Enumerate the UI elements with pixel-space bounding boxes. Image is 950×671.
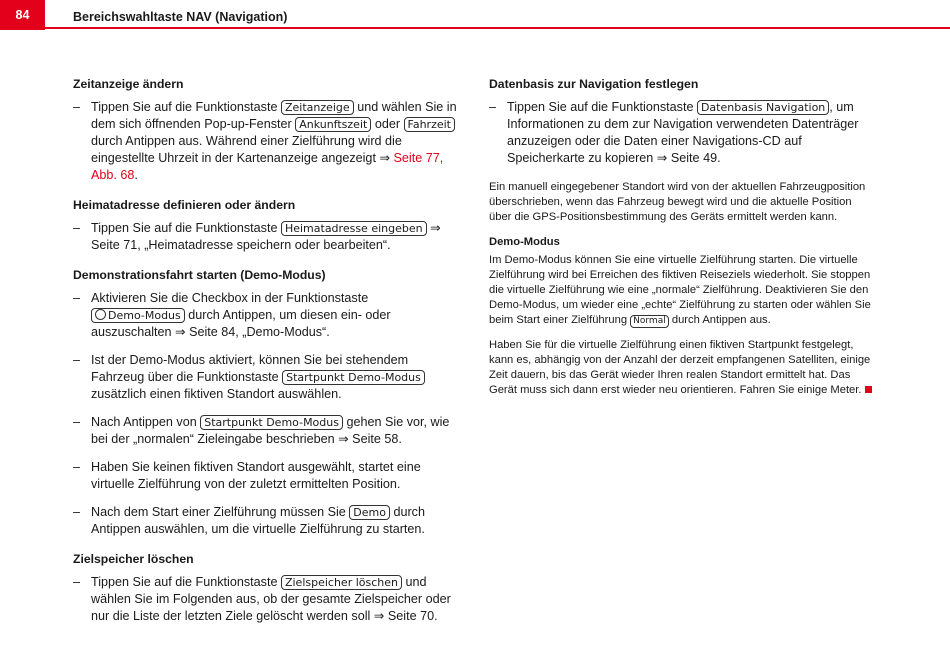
text: Haben Sie keinen fiktiven Standort ausgewählt, startet eine virtuelle Zielführung von der zuletzt ermittelten Position. bbox=[91, 460, 421, 491]
list-item bbox=[73, 459, 458, 493]
section-zielspeicher bbox=[73, 551, 458, 625]
dash: – bbox=[489, 100, 497, 114]
dash: – bbox=[73, 460, 81, 474]
section-zeitanzeige bbox=[73, 76, 458, 184]
list-item bbox=[73, 290, 458, 341]
subheading: Demo-Modus bbox=[489, 236, 560, 248]
text: gehen Sie vor, wie bei der „normalen“ Zieleingabe beschrieben ⇒ Seite 58. bbox=[91, 415, 450, 446]
dash: – bbox=[73, 100, 81, 114]
section-heading: Demonstrationsfahrt starten (Demo-Modus) bbox=[73, 268, 326, 282]
section-heimatadresse bbox=[73, 197, 458, 254]
list-item bbox=[73, 504, 458, 538]
list-item bbox=[73, 99, 458, 184]
section-demo-fahrt bbox=[73, 267, 458, 538]
key-zeitanzeige: Zeitanzeige bbox=[281, 100, 354, 115]
text: Haben Sie für die virtuelle Zielführung einen fiktiven Startpunkt festgelegt, kann es, abhängig von der Anzahl der derzeit empfangenen Satelliten, einige Zeit dauern, bis das Gerät wieder Ihren realen Standort ermittelt hat. Das Gerät muss sich dann erst wieder neu orientieren. Fahren Sie einige Meter. bbox=[489, 339, 871, 396]
note-paragraph bbox=[489, 338, 874, 398]
dash: – bbox=[73, 353, 81, 367]
text: Im Demo-Modus können Sie eine virtuelle Zielführung starten. Die virtuelle Zielführung wird bei Erreichen des fiktiven Reiseziels wiederholt. Sie stoppen die virtuelle Zielführung wie eine „normale“ Zielführung. Deaktivieren Sie den Demo-Modus, um wieder eine „echte“ Zielführung zu starten oder wählen Sie beim Start einer Zielführung bbox=[489, 254, 871, 326]
key-heimatadresse: Heimatadresse eingeben bbox=[281, 221, 427, 236]
key-demo-modus-checkbox bbox=[91, 308, 185, 323]
key-ankunftszeit: Ankunftszeit bbox=[295, 117, 371, 132]
text: Nach Antippen von bbox=[91, 415, 197, 429]
key-demo: Demo bbox=[349, 505, 390, 520]
key-zielspeicher: Zielspeicher löschen bbox=[281, 575, 402, 590]
key-label: Demo-Modus bbox=[108, 309, 181, 322]
text: durch Antippen aus. Während einer Zielführung wird die eingestellte Uhrzeit in der Kartenanzeige angezeigt ⇒ bbox=[91, 134, 402, 165]
text: Nach dem Start einer Zielführung müssen Sie bbox=[91, 505, 346, 519]
section-heading: Heimatadresse definieren oder ändern bbox=[73, 198, 296, 212]
header-rule bbox=[45, 27, 950, 29]
text: Aktivieren Sie die Checkbox in der Funktionstaste bbox=[91, 291, 369, 305]
dash: – bbox=[73, 415, 81, 429]
section-heading: Zielspeicher löschen bbox=[73, 552, 194, 566]
text: Tippen Sie auf die Funktionstaste bbox=[91, 100, 278, 114]
dash: – bbox=[73, 291, 81, 305]
key-datenbasis: Datenbasis Navigation bbox=[697, 100, 829, 115]
key-normal: Normal bbox=[630, 315, 669, 328]
text: durch Antippen, um diesen ein- oder auszuschalten ⇒ Seite 84, „Demo-Modus“. bbox=[91, 308, 391, 339]
key-startpunkt: Startpunkt Demo-Modus bbox=[200, 415, 343, 430]
key-startpunkt: Startpunkt Demo-Modus bbox=[282, 370, 425, 385]
section-datenbasis bbox=[489, 76, 874, 167]
page-number: 84 bbox=[0, 0, 45, 30]
left-column bbox=[73, 76, 458, 638]
text: durch Antippen aus. bbox=[671, 314, 771, 326]
page-title: Bereichswahltaste NAV (Navigation) bbox=[73, 10, 288, 24]
checkbox-circle-icon bbox=[95, 309, 106, 320]
dash: – bbox=[73, 221, 81, 235]
text: ⇒ Seite 71, „Heimatadresse speichern oder bearbeiten“. bbox=[91, 221, 441, 252]
list-item bbox=[489, 99, 874, 167]
key-fahrzeit: Fahrzeit bbox=[404, 117, 455, 132]
text: , um Informationen zu dem zur Navigation verwendeten Datenträger anzuzeigen oder die Daten einer Navigations-CD auf Speicherkarte zu kopieren ⇒ Seite 49. bbox=[507, 100, 859, 165]
text: Tippen Sie auf die Funktionstaste bbox=[91, 221, 278, 235]
dash: – bbox=[73, 575, 81, 589]
text: zusätzlich einen fiktiven Standort auswählen. bbox=[91, 387, 342, 401]
end-square-icon bbox=[865, 386, 872, 393]
text: Tippen Sie auf die Funktionstaste bbox=[507, 100, 694, 114]
list-item bbox=[73, 220, 458, 254]
text: Ist der Demo-Modus aktiviert, können Sie bei stehendem Fahrzeug über die Funktionstaste bbox=[91, 353, 409, 384]
text: Tippen Sie auf die Funktionstaste bbox=[91, 575, 278, 589]
section-heading: Datenbasis zur Navigation festlegen bbox=[489, 77, 699, 91]
right-column bbox=[489, 76, 874, 408]
text: durch Antippen auswählen, um die virtuelle Zielführung zu starten. bbox=[91, 505, 425, 536]
text: und wählen Sie im Folgenden aus, ob der gesamte Zielspeicher oder nur die Liste der letzten Ziele gelöscht werden soll ⇒ Seite 70. bbox=[91, 575, 451, 623]
note-paragraph: Ein manuell eingegebener Standort wird von der aktuellen Fahrzeugposition überschrieben, wenn das Fahrzeug bewegt wird und die aktuelle Position über die GPS-Positionsbestimmung des Geräts ermittelt werden kann. bbox=[489, 181, 866, 223]
dash: – bbox=[73, 505, 81, 519]
page-reference-link[interactable]: Seite 77, Abb. 68 bbox=[91, 151, 444, 182]
text: und wählen Sie in dem sich öffnenden Pop-up-Fenster bbox=[91, 100, 457, 131]
text: oder bbox=[374, 117, 401, 131]
text: . bbox=[134, 168, 138, 182]
list-item bbox=[73, 352, 458, 403]
list-item bbox=[73, 574, 458, 625]
demo-modus-block bbox=[489, 235, 874, 328]
list-item bbox=[73, 414, 458, 448]
section-heading: Zeitanzeige ändern bbox=[73, 77, 184, 91]
